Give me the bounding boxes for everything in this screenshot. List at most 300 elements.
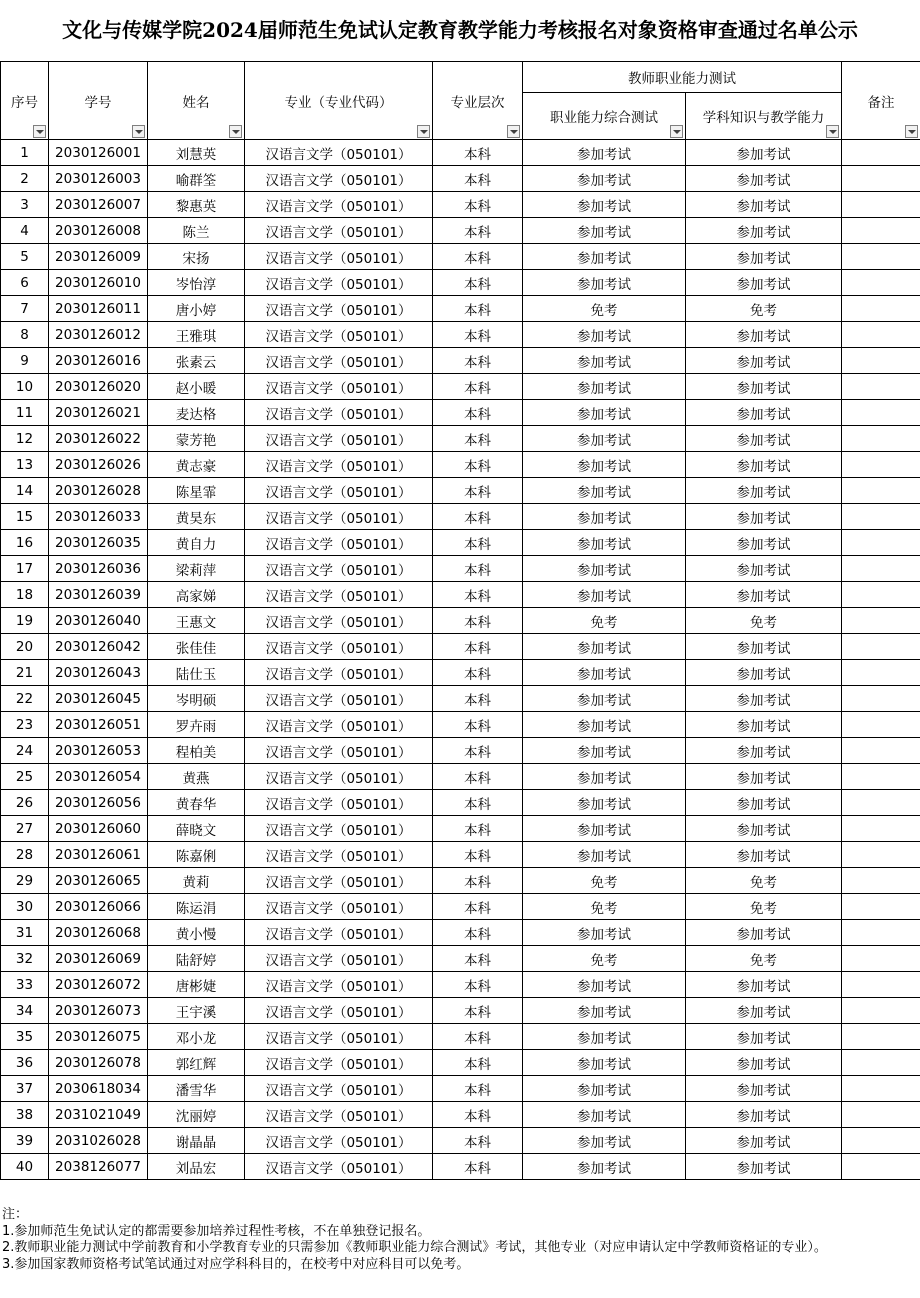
table-row [1, 166, 920, 192]
seq-cell: 28 [1, 842, 49, 868]
test1-cell: 参加考试 [523, 686, 686, 712]
test1-cell: 参加考试 [523, 634, 686, 660]
major-cell: 汉语言文学（050101） [245, 1128, 433, 1154]
test2-cell: 参加考试 [686, 400, 842, 426]
header-student-id [49, 62, 148, 140]
table-row [1, 452, 920, 478]
student-id-cell: 2030126003 [49, 166, 148, 192]
table-row [1, 582, 920, 608]
seq-cell: 20 [1, 634, 49, 660]
test2-cell: 参加考试 [686, 738, 842, 764]
student-id-cell: 2030126068 [49, 920, 148, 946]
remark-cell [842, 218, 920, 244]
level-cell: 本科 [433, 660, 523, 686]
major-cell: 汉语言文学（050101） [245, 712, 433, 738]
table-row [1, 192, 920, 218]
test2-cell: 参加考试 [686, 452, 842, 478]
header-major [245, 62, 433, 140]
test1-cell: 参加考试 [523, 842, 686, 868]
header-remark [842, 62, 920, 140]
level-cell: 本科 [433, 582, 523, 608]
remark-cell [842, 1128, 920, 1154]
major-cell: 汉语言文学（050101） [245, 790, 433, 816]
student-id-cell: 2030126020 [49, 374, 148, 400]
seq-cell: 40 [1, 1154, 49, 1180]
major-cell: 汉语言文学（050101） [245, 478, 433, 504]
student-id-cell: 2030126075 [49, 1024, 148, 1050]
filter-dropdown-icon[interactable] [905, 125, 918, 138]
test1-cell: 参加考试 [523, 1050, 686, 1076]
test2-cell: 参加考试 [686, 270, 842, 296]
level-cell: 本科 [433, 166, 523, 192]
test2-cell: 参加考试 [686, 218, 842, 244]
major-cell: 汉语言文学（050101） [245, 660, 433, 686]
student-id-cell: 2038126077 [49, 1154, 148, 1180]
name-cell: 喻群筌 [148, 166, 245, 192]
remark-cell [842, 452, 920, 478]
student-id-cell: 2030126042 [49, 634, 148, 660]
level-cell: 本科 [433, 296, 523, 322]
test1-cell: 参加考试 [523, 400, 686, 426]
remark-cell [842, 790, 920, 816]
remark-cell [842, 426, 920, 452]
level-cell: 本科 [433, 1154, 523, 1180]
level-cell: 本科 [433, 868, 523, 894]
test2-cell: 参加考试 [686, 790, 842, 816]
table-row [1, 946, 920, 972]
test2-cell: 参加考试 [686, 660, 842, 686]
student-id-cell: 2030126053 [49, 738, 148, 764]
table-row [1, 400, 920, 426]
test1-cell: 参加考试 [523, 244, 686, 270]
level-cell: 本科 [433, 478, 523, 504]
seq-cell: 29 [1, 868, 49, 894]
name-cell: 郭红辉 [148, 1050, 245, 1076]
test1-cell: 参加考试 [523, 920, 686, 946]
seq-cell: 33 [1, 972, 49, 998]
test2-cell: 参加考试 [686, 556, 842, 582]
seq-cell: 5 [1, 244, 49, 270]
test2-cell: 参加考试 [686, 244, 842, 270]
table-row [1, 738, 920, 764]
test2-cell: 参加考试 [686, 1102, 842, 1128]
student-id-cell: 2031026028 [49, 1128, 148, 1154]
seq-cell: 27 [1, 816, 49, 842]
name-cell: 岑怡淳 [148, 270, 245, 296]
table-row [1, 1076, 920, 1102]
table-row [1, 1024, 920, 1050]
name-cell: 陈星霏 [148, 478, 245, 504]
table-row [1, 1050, 920, 1076]
major-cell: 汉语言文学（050101） [245, 452, 433, 478]
student-id-cell: 2030126016 [49, 348, 148, 374]
name-cell: 沈丽婷 [148, 1102, 245, 1128]
remark-cell [842, 1154, 920, 1180]
major-cell: 汉语言文学（050101） [245, 764, 433, 790]
remark-cell [842, 244, 920, 270]
table-row [1, 1128, 920, 1154]
level-cell: 本科 [433, 270, 523, 296]
filter-dropdown-icon[interactable] [670, 125, 683, 138]
table-row [1, 608, 920, 634]
level-cell: 本科 [433, 348, 523, 374]
level-cell: 本科 [433, 738, 523, 764]
major-cell: 汉语言文学（050101） [245, 556, 433, 582]
header-seq [1, 62, 49, 140]
test1-cell: 参加考试 [523, 790, 686, 816]
filter-dropdown-icon[interactable] [229, 125, 242, 138]
table-row [1, 426, 920, 452]
remark-cell [842, 712, 920, 738]
name-cell: 黄莉 [148, 868, 245, 894]
seq-cell: 3 [1, 192, 49, 218]
student-id-cell: 2030126022 [49, 426, 148, 452]
name-cell: 陈运涓 [148, 894, 245, 920]
test2-cell: 参加考试 [686, 192, 842, 218]
major-cell: 汉语言文学（050101） [245, 1102, 433, 1128]
table-row [1, 244, 920, 270]
student-id-cell: 2030126007 [49, 192, 148, 218]
major-cell: 汉语言文学（050101） [245, 426, 433, 452]
filter-dropdown-icon[interactable] [826, 125, 839, 138]
table-row [1, 790, 920, 816]
level-cell: 本科 [433, 556, 523, 582]
test1-cell: 免考 [523, 894, 686, 920]
table-row [1, 634, 920, 660]
name-cell: 赵小暖 [148, 374, 245, 400]
test1-cell: 参加考试 [523, 504, 686, 530]
remark-cell [842, 374, 920, 400]
major-cell: 汉语言文学（050101） [245, 582, 433, 608]
test2-cell: 参加考试 [686, 478, 842, 504]
test1-cell: 参加考试 [523, 426, 686, 452]
major-cell: 汉语言文学（050101） [245, 166, 433, 192]
table-row [1, 1154, 920, 1180]
student-id-cell: 2030126061 [49, 842, 148, 868]
student-id-cell: 2030126065 [49, 868, 148, 894]
seq-cell: 32 [1, 946, 49, 972]
test2-cell: 参加考试 [686, 816, 842, 842]
notes-section [0, 1180, 920, 1273]
name-cell: 程柏美 [148, 738, 245, 764]
major-cell: 汉语言文学（050101） [245, 1024, 433, 1050]
table-row [1, 478, 920, 504]
student-id-cell: 2030126069 [49, 946, 148, 972]
remark-cell [842, 868, 920, 894]
table-row [1, 348, 920, 374]
student-id-cell: 2030126028 [49, 478, 148, 504]
test2-cell: 参加考试 [686, 842, 842, 868]
name-cell: 唐彬婕 [148, 972, 245, 998]
test1-cell: 参加考试 [523, 998, 686, 1024]
major-cell: 汉语言文学（050101） [245, 400, 433, 426]
header-name [148, 62, 245, 140]
test1-cell: 参加考试 [523, 530, 686, 556]
seq-cell: 36 [1, 1050, 49, 1076]
header-name-label: 姓名 [182, 94, 210, 111]
level-cell: 本科 [433, 1128, 523, 1154]
level-cell: 本科 [433, 920, 523, 946]
remark-cell [842, 634, 920, 660]
test1-cell: 参加考试 [523, 348, 686, 374]
student-id-cell: 2030126066 [49, 894, 148, 920]
test1-cell: 参加考试 [523, 1102, 686, 1128]
name-cell: 邓小龙 [148, 1024, 245, 1050]
seq-cell: 23 [1, 712, 49, 738]
remark-cell [842, 1024, 920, 1050]
test1-cell: 参加考试 [523, 452, 686, 478]
name-cell: 宋扬 [148, 244, 245, 270]
test2-cell: 参加考试 [686, 686, 842, 712]
level-cell: 本科 [433, 894, 523, 920]
level-cell: 本科 [433, 218, 523, 244]
filter-dropdown-icon[interactable] [507, 125, 520, 138]
major-cell: 汉语言文学（050101） [245, 894, 433, 920]
test1-cell: 参加考试 [523, 582, 686, 608]
name-cell: 黄小慢 [148, 920, 245, 946]
test1-cell: 参加考试 [523, 1024, 686, 1050]
student-id-cell: 2030126008 [49, 218, 148, 244]
student-id-cell: 2030126011 [49, 296, 148, 322]
test1-cell: 参加考试 [523, 660, 686, 686]
major-cell: 汉语言文学（050101） [245, 946, 433, 972]
remark-cell [842, 166, 920, 192]
test2-cell: 参加考试 [686, 1076, 842, 1102]
test1-cell: 参加考试 [523, 478, 686, 504]
major-cell: 汉语言文学（050101） [245, 920, 433, 946]
major-cell: 汉语言文学（050101） [245, 348, 433, 374]
name-cell: 蒙芳艳 [148, 426, 245, 452]
test2-cell: 参加考试 [686, 1154, 842, 1180]
test2-cell: 参加考试 [686, 374, 842, 400]
remark-cell [842, 270, 920, 296]
level-cell: 本科 [433, 1102, 523, 1128]
major-cell: 汉语言文学（050101） [245, 868, 433, 894]
major-cell: 汉语言文学（050101） [245, 140, 433, 166]
test2-cell: 免考 [686, 894, 842, 920]
test2-cell: 参加考试 [686, 426, 842, 452]
test2-cell: 参加考试 [686, 322, 842, 348]
test2-cell: 参加考试 [686, 712, 842, 738]
remark-cell [842, 1102, 920, 1128]
test1-cell: 免考 [523, 868, 686, 894]
table-row [1, 530, 920, 556]
name-cell: 黄燕 [148, 764, 245, 790]
student-id-cell: 2030126051 [49, 712, 148, 738]
remark-cell [842, 1076, 920, 1102]
seq-cell: 26 [1, 790, 49, 816]
major-cell: 汉语言文学（050101） [245, 192, 433, 218]
major-cell: 汉语言文学（050101） [245, 842, 433, 868]
seq-cell: 4 [1, 218, 49, 244]
level-cell: 本科 [433, 1024, 523, 1050]
level-cell: 本科 [433, 1050, 523, 1076]
major-cell: 汉语言文学（050101） [245, 608, 433, 634]
name-cell: 谢晶晶 [148, 1128, 245, 1154]
test1-cell: 参加考试 [523, 322, 686, 348]
level-cell: 本科 [433, 998, 523, 1024]
seq-cell: 24 [1, 738, 49, 764]
student-id-cell: 2030126039 [49, 582, 148, 608]
remark-cell [842, 842, 920, 868]
name-cell: 王惠文 [148, 608, 245, 634]
remark-cell [842, 348, 920, 374]
filter-dropdown-icon[interactable] [417, 125, 430, 138]
seq-cell: 13 [1, 452, 49, 478]
seq-cell: 35 [1, 1024, 49, 1050]
table-row [1, 270, 920, 296]
level-cell: 本科 [433, 712, 523, 738]
major-cell: 汉语言文学（050101） [245, 530, 433, 556]
seq-cell: 25 [1, 764, 49, 790]
level-cell: 本科 [433, 686, 523, 712]
table-row [1, 816, 920, 842]
major-cell: 汉语言文学（050101） [245, 218, 433, 244]
major-cell: 汉语言文学（050101） [245, 322, 433, 348]
level-cell: 本科 [433, 842, 523, 868]
table-row [1, 686, 920, 712]
name-cell: 岑明硕 [148, 686, 245, 712]
test1-cell: 免考 [523, 946, 686, 972]
student-id-cell: 2030126040 [49, 608, 148, 634]
remark-cell [842, 738, 920, 764]
table-row [1, 894, 920, 920]
remark-cell [842, 192, 920, 218]
seq-cell: 6 [1, 270, 49, 296]
name-cell: 黄志豪 [148, 452, 245, 478]
name-cell: 张素云 [148, 348, 245, 374]
header-student-id-label: 学号 [84, 94, 112, 111]
student-id-cell: 2030126060 [49, 816, 148, 842]
level-cell: 本科 [433, 504, 523, 530]
student-id-cell: 2030126036 [49, 556, 148, 582]
table-row [1, 972, 920, 998]
student-id-cell: 2030126045 [49, 686, 148, 712]
name-cell: 高家娣 [148, 582, 245, 608]
header-ability-group-label: 教师职业能力测试 [628, 71, 736, 87]
student-id-cell: 2030126033 [49, 504, 148, 530]
name-cell: 黄昊东 [148, 504, 245, 530]
test1-cell: 参加考试 [523, 192, 686, 218]
page-title: 文化与传媒学院2024届师范生免试认定教育教学能力考核报名对象资格审查通过名单公示 [62, 18, 858, 42]
seq-cell: 14 [1, 478, 49, 504]
level-cell: 本科 [433, 946, 523, 972]
seq-cell: 18 [1, 582, 49, 608]
seq-cell: 34 [1, 998, 49, 1024]
remark-cell [842, 322, 920, 348]
seq-cell: 21 [1, 660, 49, 686]
major-cell: 汉语言文学（050101） [245, 1076, 433, 1102]
name-cell: 张佳佳 [148, 634, 245, 660]
note-item: 1.参加师范生免试认定的都需要参加培养过程性考核，不在单独登记报名。 [2, 1223, 431, 1239]
name-cell: 薛晓文 [148, 816, 245, 842]
name-cell: 麦达格 [148, 400, 245, 426]
table-row [1, 218, 920, 244]
level-cell: 本科 [433, 972, 523, 998]
remark-cell [842, 946, 920, 972]
table-row [1, 920, 920, 946]
level-cell: 本科 [433, 192, 523, 218]
student-id-cell: 2031021049 [49, 1102, 148, 1128]
remark-cell [842, 608, 920, 634]
test1-cell: 参加考试 [523, 1076, 686, 1102]
test1-cell: 参加考试 [523, 140, 686, 166]
test2-cell: 参加考试 [686, 920, 842, 946]
table-row [1, 1102, 920, 1128]
header-test1-label: 职业能力综合测试 [550, 110, 658, 126]
remark-cell [842, 530, 920, 556]
student-id-cell: 2030126010 [49, 270, 148, 296]
filter-dropdown-icon[interactable] [33, 125, 46, 138]
filter-dropdown-icon[interactable] [132, 125, 145, 138]
level-cell: 本科 [433, 1076, 523, 1102]
major-cell: 汉语言文学（050101） [245, 270, 433, 296]
test2-cell: 参加考试 [686, 998, 842, 1024]
major-cell: 汉语言文学（050101） [245, 374, 433, 400]
notes-heading: 注： [2, 1207, 29, 1222]
seq-cell: 12 [1, 426, 49, 452]
seq-cell: 30 [1, 894, 49, 920]
level-cell: 本科 [433, 322, 523, 348]
student-id-cell: 2030126035 [49, 530, 148, 556]
test2-cell: 参加考试 [686, 166, 842, 192]
remark-cell [842, 140, 920, 166]
table-body [1, 140, 920, 1180]
major-cell: 汉语言文学（050101） [245, 972, 433, 998]
remark-cell [842, 764, 920, 790]
seq-cell: 7 [1, 296, 49, 322]
level-cell: 本科 [433, 530, 523, 556]
test2-cell: 参加考试 [686, 140, 842, 166]
seq-cell: 8 [1, 322, 49, 348]
header-level [433, 62, 523, 140]
table-row [1, 868, 920, 894]
test2-cell: 参加考试 [686, 504, 842, 530]
name-cell: 王宇溪 [148, 998, 245, 1024]
student-id-cell: 2030618034 [49, 1076, 148, 1102]
qualification-table [0, 61, 920, 1180]
student-id-cell: 2030126072 [49, 972, 148, 998]
test1-cell: 免考 [523, 608, 686, 634]
major-cell: 汉语言文学（050101） [245, 1050, 433, 1076]
seq-cell: 10 [1, 374, 49, 400]
test1-cell: 参加考试 [523, 218, 686, 244]
seq-cell: 37 [1, 1076, 49, 1102]
major-cell: 汉语言文学（050101） [245, 634, 433, 660]
test1-cell: 参加考试 [523, 374, 686, 400]
seq-cell: 2 [1, 166, 49, 192]
test1-cell: 参加考试 [523, 972, 686, 998]
test2-cell: 参加考试 [686, 972, 842, 998]
remark-cell [842, 296, 920, 322]
name-cell: 黄春华 [148, 790, 245, 816]
header-test1 [523, 93, 686, 140]
remark-cell [842, 556, 920, 582]
remark-cell [842, 504, 920, 530]
remark-cell [842, 998, 920, 1024]
name-cell: 陆舒婷 [148, 946, 245, 972]
name-cell: 陈兰 [148, 218, 245, 244]
header-major-label: 专业（专业代码） [284, 94, 393, 111]
remark-cell [842, 582, 920, 608]
remark-cell [842, 478, 920, 504]
student-id-cell: 2030126073 [49, 998, 148, 1024]
major-cell: 汉语言文学（050101） [245, 998, 433, 1024]
major-cell: 汉语言文学（050101） [245, 504, 433, 530]
level-cell: 本科 [433, 400, 523, 426]
student-id-cell: 2030126078 [49, 1050, 148, 1076]
student-id-cell: 2030126009 [49, 244, 148, 270]
